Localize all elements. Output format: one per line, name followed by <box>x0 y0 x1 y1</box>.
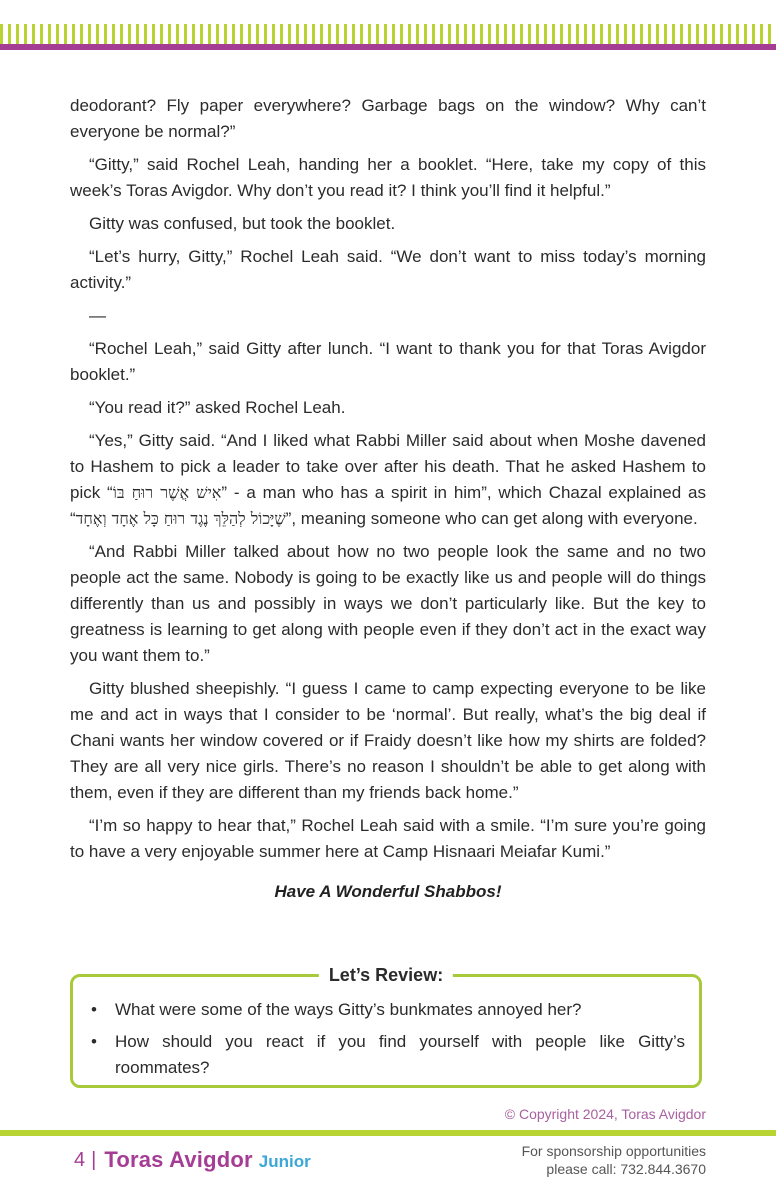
review-question-list <box>73 977 699 1081</box>
copyright-notice: © Copyright 2024, Toras Avigdor <box>504 1106 706 1122</box>
review-title-text: Let’s Review: <box>328 965 444 985</box>
paragraph: “Rochel Leah,” said Gitty after lunch. “I want to thank you for that Toras Avigdor booklet.” <box>70 339 706 384</box>
review-title <box>319 964 453 986</box>
paragraph-text: “Yes,” Gitty said. “And I liked what Rabbi Miller said about when Moshe davened to Hashem to pick a leader to take over after his death. That he asked Hashem to pick “ <box>70 431 706 502</box>
paragraph: “You read it?” asked Rochel Leah. <box>89 398 346 417</box>
bullet-icon: • <box>91 1032 97 1051</box>
sponsorship-phone: please call: 732.844.3670 <box>546 1161 706 1177</box>
bullet-icon: • <box>91 1000 97 1019</box>
paragraph: Gitty was confused, but took the booklet. <box>89 214 396 233</box>
review-question-text: What were some of the ways Gitty’s bunkmates annoyed her? <box>115 1000 582 1019</box>
review-question-text: How should you react if you find yourself with people like Gitty’s roommates? <box>115 1032 685 1077</box>
top-tick-stripe <box>0 24 776 44</box>
footer-branding <box>74 1146 311 1174</box>
bottom-green-rule <box>0 1130 776 1136</box>
paragraph: “Gitty,” said Rochel Leah, handing her a booklet. “Here, take my copy of this week’s Toras Avigdor. Why don’t you read it? I think you’ll find it helpful.” <box>70 155 706 200</box>
paragraph: deodorant? Fly paper everywhere? Garbage bags on the window? Why can’t everyone be normal?” <box>70 96 706 141</box>
paragraph: “Let’s hurry, Gitty,” Rochel Leah said. “We don’t want to miss today’s morning activity.” <box>70 247 706 292</box>
top-decorative-border <box>0 0 776 52</box>
section-divider: — <box>89 306 106 325</box>
paragraph: Gitty blushed sheepishly. “I guess I came to camp expecting everyone to be like me and act in ways that I consider to be ‘normal’. But really, what’s the big deal if Chani wants her window covered or if Fraidy doesn’t like how my shirts are folded? They are all very nice girls. There’s no reason I shouldn’t be able to get along with them, even if they are different than my friends back home.” <box>70 679 706 802</box>
review-question <box>89 1029 685 1081</box>
hebrew-quote: שֶׁיָּכוֹל לְהַלֵּךְ נֶגֶד רוּחַ כָּל אֶחָד וְאֶחָד <box>75 509 286 528</box>
hebrew-quote: אִישׁ אֲשֶׁר רוּחַ בּוֹ <box>112 483 222 502</box>
sponsorship-line: For sponsorship opportunities <box>521 1143 706 1159</box>
paragraph: “I’m so happy to hear that,” Rochel Leah said with a smile. “I’m sure you’re going to have a very enjoyable summer here at Camp Hisnaari Meiafar Kumi.” <box>70 816 706 861</box>
review-question <box>89 997 685 1023</box>
footer-separator: | <box>91 1148 97 1171</box>
review-box <box>70 965 702 1088</box>
sponsorship-info <box>522 1142 706 1178</box>
paragraph-text: ” - a man who has a spirit in him”, which Chazal explained as “ <box>70 483 706 528</box>
top-purple-rule <box>0 44 776 50</box>
paragraph-with-hebrew <box>70 428 706 532</box>
closing-line: Have A Wonderful Shabbos! <box>274 882 502 901</box>
page-number: 4 <box>74 1148 86 1171</box>
brand-logo-subtext: Junior <box>258 1152 311 1171</box>
paragraph: “And Rabbi Miller talked about how no two people look the same and no two people act the same. Nobody is going to be exactly like us and people will do things differently than us and possibly in ways we don’t particularly like. But the key to greatness is learning to get along with people even if they don’t act in the exact way you want them to.” <box>70 542 706 665</box>
story-body <box>70 93 706 905</box>
brand-logo-text: Toras Avigdor <box>104 1147 253 1172</box>
paragraph-text: ”, meaning someone who can get along with everyone. <box>285 509 698 528</box>
